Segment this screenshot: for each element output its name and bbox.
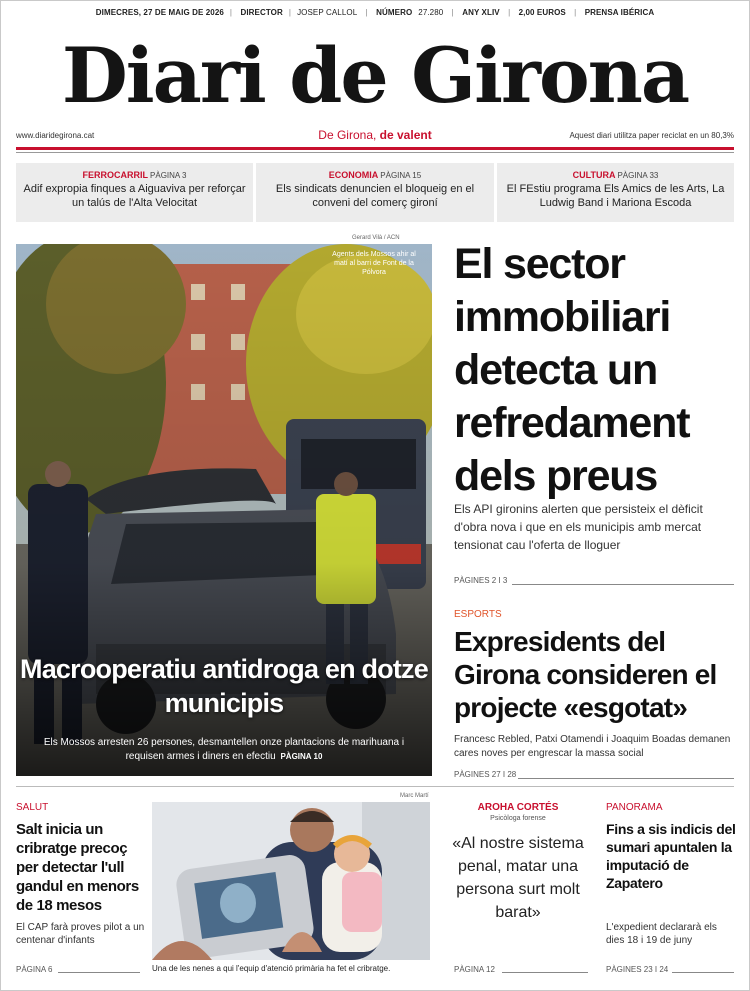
panorama-kicker: PANORAMA — [606, 802, 663, 813]
issue-price: 2,00 EUROS — [518, 8, 566, 17]
photo2-caption: Una de les nenes a qui l'equip d'atenció primària ha fet el cribratge. — [152, 964, 391, 973]
newspaper-title: Diari de Girona — [61, 31, 689, 120]
main-deck: Els API gironins alerten que persisteix el dèficit d'obra nova i que en els municipis amb mercat tensionat cau l'oferta de lloguer — [454, 502, 703, 552]
esports-page-ref: PÀGINES 27 I 28 — [454, 770, 517, 779]
teaser-kicker: ECONOMIA — [328, 170, 379, 180]
issue-number: 27.280 — [418, 8, 444, 17]
interview-role: Psicòloga forense — [490, 815, 546, 822]
main-page-ref: PÀGINES 2 I 3 — [454, 576, 508, 585]
main-headline[interactable]: El sector immobiliari detecta un refredament dels preus — [454, 240, 690, 500]
lead-photo[interactable] — [16, 244, 432, 776]
panorama-page-ref-line — [672, 972, 734, 973]
interview-page-ref: PÀGINA 12 — [454, 965, 495, 974]
main-page-ref-line — [512, 584, 734, 585]
teaser-economia[interactable] — [256, 163, 494, 222]
interview-page-ref-line — [502, 972, 588, 973]
screening-photo-image — [152, 802, 430, 960]
teaser-page: PÀGINA 3 — [150, 171, 187, 180]
section-divider — [16, 786, 734, 787]
teaser-kicker: FERROCARRIL — [82, 170, 149, 180]
slogan-bold: de valent — [379, 128, 432, 142]
salut-page-ref: PÀGINA 6 — [16, 965, 53, 974]
website-link[interactable]: www.diaridegirona.cat — [16, 131, 95, 140]
salut-kicker: SALUT — [16, 802, 49, 813]
teaser-text: Adif expropia finques a Aiguaviva per reforçar un talús de l'Alta Velocitat — [23, 183, 246, 209]
esports-deck: Francesc Rebled, Patxi Otamendi i Joaquim Boadas demanen cares noves per engrescar la massa social — [454, 734, 731, 759]
salut-page-ref-line — [58, 972, 140, 973]
panorama-deck: L'expedient declararà els dies 18 i 19 de juny — [606, 922, 717, 946]
masthead-thin-rule — [16, 152, 734, 153]
photo2-credit: Marc Martí — [400, 793, 429, 799]
masthead-info-line: DIMECRES, 27 DE MAIG DE 2026 | DIRECTOR | JOSEP CALLOL | NÚMERO 27.280 | ANY XLIV | 2,00 EUROS | PRENSA IBÉRICA — [95, 8, 655, 17]
esports-headline[interactable]: Expresidents del Girona consideren el projecte «esgotat» — [454, 626, 717, 723]
panorama-headline[interactable]: Fins a sis indicis del sumari apuntalen la imputació de Zapatero — [606, 821, 736, 891]
lead-summary — [16, 736, 432, 764]
lead-headline[interactable]: Macrooperatiu antidroga en dotze municipis — [20, 654, 428, 718]
teaser-text: Els sindicats denuncien el bloqueig en el conveni del comerç gironí — [275, 183, 475, 209]
interview-quote[interactable]: «Al nostre sistema penal, matar una persona surt molt barat» — [452, 835, 584, 921]
teaser-page: PÀGINA 33 — [617, 171, 659, 180]
lead-page-ref: PÀGINA 10 — [280, 752, 323, 761]
teaser-page: PÀGINA 15 — [380, 171, 422, 180]
panorama-page-ref: PÀGINES 23 I 24 — [606, 965, 669, 974]
slogan-prefix: De Girona, — [318, 128, 377, 142]
salut-headline[interactable]: Salt inicia un cribratge precoç per detectar l'ull gandul en menors de 18 mesos — [16, 821, 139, 914]
interview-name: AROHA CORTÉS — [477, 802, 559, 813]
masthead-subline — [16, 128, 734, 142]
lead-photo-caption: Agents dels Mossos ahir al matí al barri de Font de la Pólvora — [332, 251, 416, 276]
issue-date: DIMECRES, 27 DE MAIG DE 2026 — [95, 8, 224, 17]
masthead-red-rule — [16, 147, 734, 150]
director-name: JOSEP CALLOL — [297, 8, 358, 17]
esports-page-ref-line — [518, 778, 734, 779]
issue-year: ANY XLIV — [462, 8, 500, 17]
lead-summary-text: Els Mossos arresten 26 persones, desmantellen onze plantacions de marihuana i requisen armes i diners en efectiu — [43, 737, 405, 762]
teaser-strip — [16, 163, 734, 222]
teaser-cultura[interactable] — [497, 163, 734, 222]
screening-photo[interactable] — [152, 802, 430, 960]
recycle-note: Aquest diari utilitza paper reciclat en un 80,3% — [569, 131, 734, 140]
lead-photo-credit: Gerard Vilà / ACN — [352, 235, 400, 241]
teaser-ferrocarril[interactable] — [16, 163, 253, 222]
salut-deck: El CAP farà proves pilot a un centenar d'infants — [16, 922, 145, 946]
teaser-kicker: CULTURA — [572, 170, 616, 180]
esports-kicker: ESPORTS — [454, 609, 502, 620]
director-label: DIRECTOR — [240, 8, 283, 17]
issue-number-label: NÚMERO — [376, 8, 413, 17]
publisher-group: PRENSA IBÉRICA — [584, 8, 655, 17]
teaser-text: El FEstiu programa Els Amics de les Arts, La Ludwig Band i Mariona Escoda — [506, 183, 725, 209]
